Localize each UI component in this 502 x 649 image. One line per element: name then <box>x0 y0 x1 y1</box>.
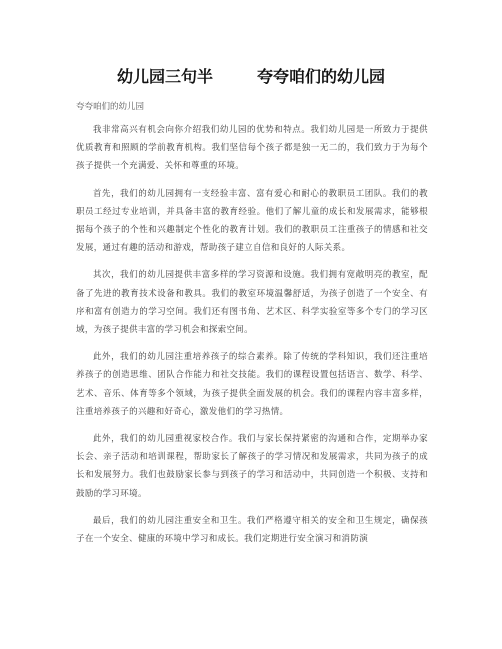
document-title <box>0 64 502 87</box>
document-subtitle: 夸夸咱们的幼儿园 <box>76 102 145 112</box>
paragraph: 我非常高兴有机会向你介绍我们幼儿园的优势和特点。我们幼儿园是一所致力于提供优质教育和照顾的学前教育机构。我们坚信每个孩子都是独一无二的，我们致力于为每个孩子提供一个充满爱、关怀和尊重的环境。 <box>76 125 428 172</box>
paragraph: 此外，我们的幼儿园注重培养孩子的综合素养。除了传统的学科知识，我们还注重培养孩子的创造思维、团队合作能力和社交技能。我们的课程设置包括语言、数学、科学、艺术、音乐、体育等多个领域，为孩子提供全面发展的机会。我们的课程内容丰富多样，注重培养孩子的兴趣和好奇心，激发他们的学习热情。 <box>76 352 428 417</box>
paragraph: 最后，我们的幼儿园注重安全和卫生。我们严格遵守相关的安全和卫生规定，确保孩子在一个安全、健康的环境中学习和成长。我们定期进行安全演习和消防演 <box>76 515 428 545</box>
title-left: 幼儿园三句半 <box>116 67 213 86</box>
paragraph: 此外，我们的幼儿园重视家校合作。我们与家长保持紧密的沟通和合作，定期举办家长会、亲子活动和培训课程，帮助家长了解孩子的学习情况和发展需求，共同为孩子的成长和发展努力。我们也鼓励家长参与到孩子的学习和活动中，共同创造一个积极、支持和鼓励的学习环境。 <box>76 434 428 499</box>
title-right: 夸夸咱们的幼儿园 <box>257 67 386 86</box>
paragraph: 其次，我们的幼儿园提供丰富多样的学习资源和设施。我们拥有宽敞明亮的教室，配备了先进的教育技术设备和教具。我们的教室环境温馨舒适，为孩子创造了一个安全、有序和富有创造力的学习空间。我们还有图书角、艺术区、科学实验室等多个专门的学习区域，为孩子提供丰富的学习机会和探索空间。 <box>76 270 428 336</box>
document-body <box>76 121 428 557</box>
paragraph: 首先，我们的幼儿园拥有一支经验丰富、富有爱心和耐心的教职员工团队。我们的教职员工经过专业培训，并具备丰富的教育经验。他们了解儿童的成长和发展需求，能够根据每个孩子的个性和兴趣制定个性化的教育计划。我们的教职员工注重孩子的情感和社交发展，通过有趣的活动和游戏，帮助孩子建立自信和良好的人际关系。 <box>76 188 428 254</box>
